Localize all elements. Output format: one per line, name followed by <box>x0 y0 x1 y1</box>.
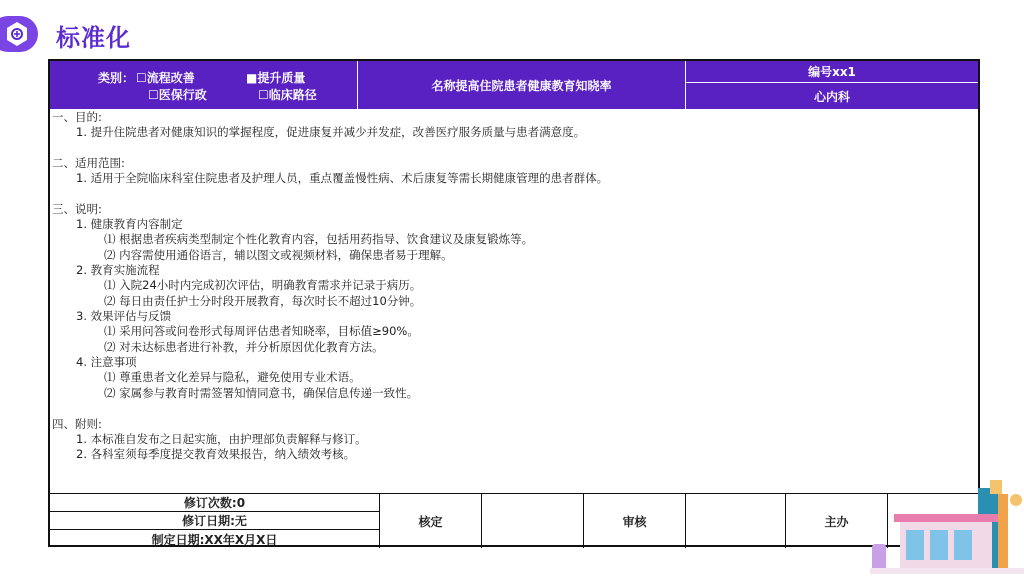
department: 心内科 <box>813 89 850 104</box>
building-illustration <box>870 470 1024 576</box>
category-cell <box>50 61 358 109</box>
header-bar <box>50 61 978 109</box>
category-quality-checkbox[interactable]: ■提升质量 <box>246 71 306 85</box>
category-clinical-checkbox[interactable]: ☐临床路径 <box>258 88 317 102</box>
list-item: ⑴ 根据患者疾病类型制定个性化教育内容，包括用药指导、饮食建议及康复锻炼等。 <box>104 232 534 246</box>
list-item: 1. 提升住院患者对健康知识的掌握程度，促进康复并减少并发症，改善医疗服务质量与患者满意度。 <box>76 125 586 139</box>
section-appendix-title: 四、附则: <box>52 417 102 431</box>
check-signature-cell[interactable] <box>482 494 584 548</box>
document-body <box>50 109 978 493</box>
document-number: 编号xx1 <box>686 61 978 83</box>
list-item: 2. 各科室须每季度提交教育效果报告，纳入绩效考核。 <box>76 447 356 461</box>
host-label: 主办 <box>786 494 888 548</box>
revision-date: 修订日期:无 <box>50 512 380 530</box>
check-label: 核定 <box>380 494 482 548</box>
page-title: 标准化 <box>56 24 131 52</box>
section-scope-title: 二、适用范围: <box>52 156 125 170</box>
revision-count: 修订次数:0 <box>50 494 380 512</box>
list-item: ⑵ 每日由责任护士分时段开展教育，每次时长不超过10分钟。 <box>104 294 422 308</box>
review-signature-cell[interactable] <box>686 494 786 548</box>
list-item: 1. 本标准自发布之日起实施，由护理部负责解释与修订。 <box>76 432 367 446</box>
list-item: ⑴ 入院24小时内完成初次评估，明确教育需求并记录于病历。 <box>104 278 422 292</box>
category-insurance-checkbox[interactable]: ☐医保行政 <box>148 88 207 102</box>
logo-icon <box>0 14 44 54</box>
section-notes-title: 三、说明: <box>52 202 102 216</box>
list-item: 2. 教育实施流程 <box>76 263 160 277</box>
standard-document <box>48 59 980 547</box>
created-date: 制定日期:XX年X月X日 <box>50 530 380 548</box>
signature-table <box>50 493 978 548</box>
category-label: 类别： <box>98 71 135 85</box>
category-process-checkbox[interactable]: ☐流程改善 <box>136 71 195 85</box>
list-item: 1. 适用于全院临床科室住院患者及护理人员，重点覆盖慢性病、术后康复等需长期健康管理的患者群体。 <box>76 171 609 185</box>
list-item: ⑵ 内容需使用通俗语言，辅以图文或视频材料，确保患者易于理解。 <box>104 248 453 262</box>
list-item: ⑵ 家属参与教育时需签署知情同意书，确保信息传递一致性。 <box>104 386 419 400</box>
list-item: ⑴ 采用问答或问卷形式每周评估患者知晓率，目标值≥90%。 <box>104 324 419 338</box>
list-item: ⑵ 对未达标患者进行补教，并分析原因优化教育方法。 <box>104 340 384 354</box>
review-label: 审核 <box>584 494 686 548</box>
list-item: 3. 效果评估与反馈 <box>76 309 172 323</box>
list-item: 4. 注意事项 <box>76 355 137 369</box>
list-item: 1. 健康教育内容制定 <box>76 217 183 231</box>
document-name: 名称提高住院患者健康教育知晓率 <box>358 61 686 109</box>
list-item: ⑴ 尊重患者文化差异与隐私，避免使用专业术语。 <box>104 370 361 384</box>
section-purpose-title: 一、目的: <box>52 110 102 124</box>
